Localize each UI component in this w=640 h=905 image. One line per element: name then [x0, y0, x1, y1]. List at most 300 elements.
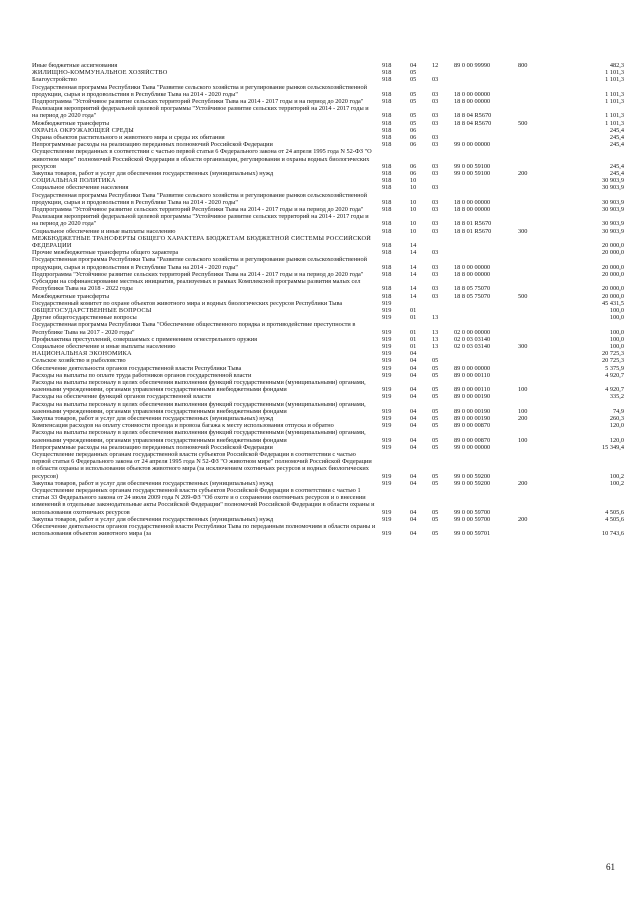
amount-cell: 335,2	[609, 393, 624, 401]
expense-type-cell: 100	[518, 386, 528, 394]
expense-type-cell	[518, 256, 544, 270]
section-code-cell: 04	[410, 407, 417, 415]
expense-type-cell	[518, 444, 544, 451]
target-article-cell: 18 8 00 00000	[454, 206, 491, 214]
subsection-code-cell: 03	[432, 249, 439, 257]
target-article-cell: 99 0 00 59100	[454, 162, 491, 170]
amount-cell: 30 903,9	[601, 206, 624, 214]
section-code-cell: 04	[410, 479, 417, 487]
table-row	[32, 98, 624, 105]
row-name-cell: СОЦИАЛЬНАЯ ПОЛИТИКА	[32, 177, 116, 185]
amount-cell: 30 903,9	[601, 184, 624, 192]
ministry-code-cell: 918	[382, 198, 392, 206]
target-article-cell: 18 0 00 00000	[454, 90, 491, 98]
expense-type-cell	[518, 278, 544, 292]
subsection-code-cell: 03	[432, 98, 439, 106]
table-row	[32, 415, 624, 422]
ministry-code-cell: 918	[382, 206, 392, 214]
ministry-code-cell: 918	[382, 119, 392, 127]
amount-cell: 20 725,3	[601, 350, 624, 358]
ministry-code-cell: 918	[382, 62, 392, 69]
subsection-code-cell	[432, 307, 454, 314]
row-name-cell: Расходы на обеспечение функций органов государственной власти	[32, 393, 211, 401]
row-name-cell: Социальное обеспечение и иные выплаты населению	[32, 227, 176, 235]
section-code-cell: 04	[410, 350, 417, 358]
table-row	[32, 206, 624, 213]
ministry-code-cell: 919	[382, 436, 392, 444]
table-row	[32, 300, 624, 307]
row-name-cell: Расходы на выплаты персоналу в целях обеспечения выполнения функций государственными (муниципальными) органами, казенными учреждениями, органами управления государственными внебюджетными фондами	[32, 400, 366, 415]
table-row	[32, 336, 624, 343]
ministry-code-cell: 918	[382, 220, 392, 228]
ministry-code-cell: 918	[382, 249, 392, 257]
table-row	[32, 62, 624, 69]
section-code-cell: 04	[410, 62, 417, 69]
subsection-code-cell: 03	[432, 141, 439, 149]
table-row	[32, 249, 624, 256]
target-article-cell: 18 8 04 R5670	[454, 119, 492, 127]
subsection-code-cell: 05	[432, 407, 439, 415]
ministry-code-cell: 919	[382, 386, 392, 394]
section-code-cell: 01	[410, 335, 417, 343]
amount-cell: 4 505,6	[605, 515, 624, 523]
row-name-cell: Обеспечение деятельности органов государственной власти Республики Тыва по переданным полномочиям в области охраны и использования объектов животного мира (за	[32, 523, 376, 538]
ministry-code-cell: 918	[382, 76, 392, 84]
amount-cell: 245,4	[609, 126, 624, 134]
subsection-code-cell: 03	[432, 227, 439, 235]
table-row	[32, 105, 624, 119]
table-row	[32, 271, 624, 278]
section-code-cell: 14	[410, 263, 417, 271]
section-code-cell: 06	[410, 162, 417, 170]
subsection-code-cell: 05	[432, 364, 439, 372]
subsection-code-cell: 03	[432, 90, 439, 98]
section-code-cell: 14	[410, 285, 417, 293]
subsection-code-cell	[432, 300, 454, 307]
amount-cell: 30 903,9	[601, 198, 624, 206]
row-name-cell: Сельское хозяйство и рыболовство	[32, 357, 126, 365]
subsection-code-cell: 03	[432, 292, 439, 300]
expense-type-cell	[518, 300, 544, 307]
amount-cell: 100,0	[609, 328, 624, 336]
amount-cell: 20 000,0	[601, 242, 624, 250]
table-row	[32, 120, 624, 127]
section-code-cell: 04	[410, 530, 417, 538]
ministry-code-cell: 918	[382, 270, 392, 278]
ministry-code-cell: 918	[382, 263, 392, 271]
subsection-code-cell: 05	[432, 530, 439, 538]
subsection-code-cell: 05	[432, 515, 439, 523]
ministry-code-cell: 919	[382, 515, 392, 523]
ministry-code-cell: 919	[382, 393, 392, 401]
subsection-code-cell: 13	[432, 342, 439, 350]
ministry-code-cell: 918	[382, 126, 392, 134]
amount-cell: 20 000,0	[601, 292, 624, 300]
ministry-code-cell: 919	[382, 479, 392, 487]
amount-cell: 20 725,3	[601, 357, 624, 365]
ministry-code-cell: 918	[382, 162, 392, 170]
target-article-cell	[454, 177, 518, 184]
amount-cell: 245,4	[609, 141, 624, 149]
expense-type-cell	[518, 213, 544, 227]
ministry-code-cell: 919	[382, 314, 392, 322]
expense-type-cell: 200	[518, 479, 528, 487]
section-code-cell: 14	[410, 292, 417, 300]
table-row	[32, 148, 624, 170]
row-name-cell: Расходы на выплаты персоналу в целях обеспечения выполнения функций государственными (муниципальными) органами, казенными учреждениями, органами управления государственными внебюджетными фондами	[32, 378, 366, 394]
target-article-cell: 18 8 01 R5670	[454, 227, 492, 235]
row-name-cell: Осуществление переданных органам государственной власти субъектов Российской Федерации в соответствии с частью первой статьи 6 Федерального закона от 24 апреля 1995 года N 52-ФЗ "О животном мире" полномочий Российской Федерации в области охраны и использования объектов животного мира (за исключением охотничьих ресурсов и водных биологических ресурсов)	[32, 450, 372, 480]
subsection-code-cell: 03	[432, 220, 439, 228]
section-code-cell: 01	[410, 328, 417, 336]
row-name-cell: Государственная программа Республики Тыва "Развитие сельского хозяйства и регулирование рынков сельскохозяйственной продукции, сырья и продовольствия в Республике Тыва на 2014 - 2020 годы"	[32, 191, 367, 206]
table-row	[32, 372, 624, 379]
ministry-code-cell: 919	[382, 508, 392, 516]
target-article-cell: 99 0 00 59700	[454, 508, 491, 516]
row-name-cell: Другие общегосударственные вопросы	[32, 314, 137, 322]
table-row	[32, 357, 624, 364]
section-code-cell: 10	[410, 227, 417, 235]
section-code-cell: 04	[410, 443, 417, 451]
target-article-cell: 18 8 01 R5670	[454, 220, 492, 228]
table-row	[32, 134, 624, 141]
section-code-cell: 04	[410, 364, 417, 372]
section-code-cell: 10	[410, 220, 417, 228]
section-code-cell: 04	[410, 357, 417, 365]
ministry-code-cell: 919	[382, 414, 392, 422]
expense-type-cell	[518, 206, 544, 213]
table-row	[32, 343, 624, 350]
ministry-code-cell: 918	[382, 134, 392, 142]
expense-type-cell	[518, 69, 544, 76]
subsection-code-cell: 03	[432, 206, 439, 214]
section-code-cell: 06	[410, 170, 417, 178]
amount-cell: 20 000,0	[601, 263, 624, 271]
subsection-code-cell: 03	[432, 134, 439, 142]
subsection-code-cell	[432, 235, 454, 249]
expense-type-cell	[518, 76, 544, 83]
expense-type-cell	[518, 422, 544, 429]
table-row	[32, 422, 624, 429]
target-article-cell	[454, 314, 518, 321]
target-article-cell: 18 8 00 00000	[454, 270, 491, 278]
target-article-cell	[454, 127, 518, 134]
ministry-code-cell: 919	[382, 407, 392, 415]
table-row	[32, 184, 624, 191]
expense-type-cell: 200	[518, 515, 528, 523]
subsection-code-cell: 13	[432, 314, 439, 322]
amount-cell: 20 000,0	[601, 249, 624, 257]
row-name-cell: Государственная программа Республики Тыва "Обеспечение общественного порядка и противодействие преступности в Республике Тыва на 2017 - 2020 годы"	[32, 321, 356, 336]
subsection-code-cell: 12	[432, 62, 439, 69]
target-article-cell: 99 0 00 59200	[454, 472, 491, 480]
budget-table-page	[32, 62, 624, 537]
row-name-cell: Подпрограмма "Устойчивое развитие сельских территорий Республики Тыва на 2014 - 2017 годы и на период до 2020 года"	[32, 270, 364, 278]
target-article-cell: 89 0 00 99990	[454, 62, 491, 69]
table-row	[32, 487, 624, 516]
section-code-cell: 05	[410, 69, 417, 77]
subsection-code-cell: 03	[432, 198, 439, 206]
subsection-code-cell: 05	[432, 357, 439, 365]
expense-type-cell	[518, 523, 544, 537]
section-code-cell: 04	[410, 393, 417, 401]
subsection-code-cell: 03	[432, 112, 439, 120]
expense-type-cell: 100	[518, 407, 528, 415]
expense-type-cell	[518, 365, 544, 372]
target-article-cell	[454, 76, 518, 83]
table-row	[32, 365, 624, 372]
target-article-cell	[454, 357, 518, 364]
table-row	[32, 69, 624, 76]
amount-cell: 1 101,3	[605, 119, 624, 127]
expense-type-cell	[518, 184, 544, 191]
ministry-code-cell: 918	[382, 170, 392, 178]
section-code-cell: 10	[410, 177, 417, 185]
table-row	[32, 429, 624, 443]
amount-cell: 100,2	[609, 472, 624, 480]
ministry-code-cell: 919	[382, 357, 392, 365]
amount-cell: 1 101,3	[605, 98, 624, 106]
row-name-cell: Расходы на выплаты по оплате труда работников органов государственной власти	[32, 371, 252, 379]
expense-type-cell: 100	[518, 436, 528, 444]
table-row	[32, 314, 624, 321]
target-article-cell: 18 8 00 00000	[454, 98, 491, 106]
row-name-cell: Осуществление переданных органам государственной власти субъектов Российской Федерации в соответствии с частью 1 статьи 33 Федерального закона от 24 июля 2009 года N 209-ФЗ "Об охоте и о сохранении охотничьих ресурсов и о внесении изменений в отдельные законодательные акты Российской Федерации" полномочий Российской Федерации в области охраны и использования охотничьих ресурсов	[32, 486, 375, 516]
amount-cell: 30 903,9	[601, 177, 624, 185]
expense-type-cell: 300	[518, 227, 528, 235]
amount-cell: 260,3	[609, 414, 624, 422]
amount-cell: 5 375,9	[605, 364, 624, 372]
table-row	[32, 177, 624, 184]
target-article-cell: 99 0 00 59100	[454, 170, 491, 178]
section-code-cell: 01	[410, 314, 417, 322]
row-name-cell: Государственная программа Республики Тыва "Развитие сельского хозяйства и регулирование рынков сельскохозяйственной продукции, сырья и продовольствия в Республике Тыва на 2014 - 2020 годы"	[32, 83, 367, 98]
amount-cell: 10 743,6	[601, 530, 624, 538]
ministry-code-cell: 919	[382, 328, 392, 336]
table-row	[32, 84, 624, 98]
subsection-code-cell	[432, 69, 454, 76]
target-article-cell: 89 0 00 00190	[454, 393, 491, 401]
section-code-cell: 04	[410, 414, 417, 422]
expense-type-cell	[518, 487, 544, 516]
ministry-code-cell: 919	[382, 299, 392, 307]
row-name-cell: Закупка товаров, работ и услуг для обеспечения государственных (муниципальных) нужд	[32, 414, 274, 422]
target-article-cell: 99 0 00 59700	[454, 515, 491, 523]
target-article-cell	[454, 350, 518, 357]
table-row	[32, 213, 624, 227]
expense-type-cell	[518, 271, 544, 278]
row-name-cell: Государственная программа Республики Тыва "Развитие сельского хозяйства и регулирование рынков сельскохозяйственной продукции, сырья и продовольствия в Республике Тыва на 2014 - 2020 годы"	[32, 256, 367, 271]
subsection-code-cell: 03	[432, 270, 439, 278]
target-article-cell: 99 0 00 00000	[454, 443, 491, 451]
amount-cell: 100,0	[609, 342, 624, 350]
table-row	[32, 516, 624, 523]
section-code-cell: 06	[410, 126, 417, 134]
target-article-cell: 18 0 00 00000	[454, 198, 491, 206]
ministry-code-cell: 918	[382, 292, 392, 300]
amount-cell: 30 903,9	[601, 220, 624, 228]
section-code-cell: 01	[410, 342, 417, 350]
expense-type-cell	[518, 314, 544, 321]
subsection-code-cell: 05	[432, 414, 439, 422]
table-row	[32, 379, 624, 393]
expense-type-cell	[518, 141, 544, 148]
amount-cell: 30 903,9	[601, 227, 624, 235]
expense-type-cell: 500	[518, 119, 528, 127]
section-code-cell: 05	[410, 112, 417, 120]
table-row	[32, 451, 624, 480]
ministry-code-cell: 919	[382, 472, 392, 480]
amount-cell: 100,0	[609, 314, 624, 322]
subsection-code-cell	[432, 127, 454, 134]
expense-type-cell	[518, 451, 544, 480]
table-row	[32, 235, 624, 249]
target-article-cell: 18 8 04 R5670	[454, 112, 492, 120]
ministry-code-cell: 919	[382, 364, 392, 372]
row-name-cell: Межбюджетные трансферты	[32, 292, 110, 300]
ministry-code-cell: 918	[382, 177, 392, 185]
amount-cell: 245,4	[609, 170, 624, 178]
target-article-cell	[454, 134, 518, 141]
expense-type-cell: 200	[518, 170, 528, 178]
section-code-cell: 05	[410, 90, 417, 98]
row-name-cell: Реализация мероприятий федеральной целевой программы "Устойчивое развитие сельских территорий на 2014 - 2017 годы и на период до 2020 года"	[32, 213, 369, 228]
target-article-cell: 99 0 00 00000	[454, 141, 491, 149]
table-row	[32, 523, 624, 537]
ministry-code-cell: 918	[382, 90, 392, 98]
section-code-cell: 01	[410, 306, 417, 314]
subsection-code-cell	[432, 350, 454, 357]
target-article-cell	[454, 249, 518, 256]
subsection-code-cell: 05	[432, 443, 439, 451]
row-name-cell: МЕЖБЮДЖЕТНЫЕ ТРАНСФЕРТЫ ОБЩЕГО ХАРАКТЕРА БЮДЖЕТАМ БЮДЖЕТНОЙ СИСТЕМЫ РОССИЙСКОЙ ФЕДЕРАЦИИ	[32, 234, 372, 250]
target-article-cell: 99 0 00 59701	[454, 530, 491, 538]
ministry-code-cell: 918	[382, 184, 392, 192]
amount-cell: 15 349,4	[601, 443, 624, 451]
subsection-code-cell: 03	[432, 76, 439, 84]
subsection-code-cell	[432, 177, 454, 184]
row-name-cell: Обеспечение деятельности органов государственной власти Республики Тыва	[32, 364, 242, 372]
table-row	[32, 278, 624, 292]
section-code-cell: 14	[410, 270, 417, 278]
ministry-code-cell: 918	[382, 112, 392, 120]
ministry-code-cell: 918	[382, 69, 392, 77]
row-name-cell: Подпрограмма "Устойчивое развитие сельских территорий Республики Тыва на 2014 - 2017 годы и на период до 2020 года"	[32, 98, 364, 106]
subsection-code-cell: 13	[432, 328, 439, 336]
amount-cell: 4 505,6	[605, 508, 624, 516]
expense-type-cell	[518, 357, 544, 364]
expense-type-cell: 300	[518, 342, 528, 350]
row-name-cell: Государственный комитет по охране объектов животного мира и водных биологических ресурсов Республики Тыва	[32, 299, 343, 307]
table-row	[32, 321, 624, 335]
section-code-cell: 06	[410, 141, 417, 149]
subsection-code-cell: 03	[432, 184, 439, 192]
target-article-cell	[454, 69, 518, 76]
amount-cell: 120,0	[609, 422, 624, 430]
expense-type-cell	[518, 235, 544, 249]
amount-cell: 482,3	[609, 62, 624, 69]
ministry-code-cell: 918	[382, 242, 392, 250]
expense-type-cell	[518, 350, 544, 357]
table-row	[32, 127, 624, 134]
expense-type-cell	[518, 336, 544, 343]
table-row	[32, 293, 624, 300]
ministry-code-cell: 919	[382, 371, 392, 379]
table-row	[32, 141, 624, 148]
ministry-code-cell: 919	[382, 443, 392, 451]
amount-cell: 1 101,3	[605, 76, 624, 84]
table-row	[32, 192, 624, 206]
row-name-cell: Субсидии на софинансирование местных инициатив, реализуемых в рамках Комплексной программы развития малых сел Республики Тыва на 2018 - 2022 годы	[32, 278, 361, 293]
table-row	[32, 170, 624, 177]
expense-type-cell: 200	[518, 414, 528, 422]
amount-cell: 74,9	[612, 407, 624, 415]
table-row	[32, 350, 624, 357]
row-name-cell: Профилактика преступлений, совершаемых с применением огнестрельного оружия	[32, 335, 257, 343]
subsection-code-cell: 05	[432, 393, 439, 401]
expense-type-cell	[518, 192, 544, 206]
target-article-cell: 02 0 03 03140	[454, 335, 491, 343]
amount-cell: 100,0	[609, 335, 624, 343]
amount-cell: 1 101,3	[605, 69, 624, 77]
row-name-cell: Закупка товаров, работ и услуг для обеспечения государственных (муниципальных) нужд	[32, 479, 274, 487]
amount-cell: 120,0	[609, 436, 624, 444]
row-name-cell: Охрана объектов растительного и животного мира и среды их обитания	[32, 134, 225, 142]
target-article-cell	[454, 300, 518, 307]
amount-cell: 100,0	[609, 306, 624, 314]
row-name-cell: Реализация мероприятий федеральной целевой программы "Устойчивое развитие сельских территорий на 2014 - 2017 годы и на период до 2020 года"	[32, 105, 369, 120]
subsection-code-cell: 05	[432, 472, 439, 480]
expense-type-cell	[518, 105, 544, 119]
target-article-cell: 99 0 00 59200	[454, 479, 491, 487]
row-name-cell: Межбюджетные трансферты	[32, 119, 110, 127]
subsection-code-cell: 05	[432, 386, 439, 394]
expense-type-cell	[518, 372, 544, 379]
amount-cell: 1 101,3	[605, 112, 624, 120]
expense-type-cell	[518, 148, 544, 170]
table-row	[32, 480, 624, 487]
subsection-code-cell: 05	[432, 371, 439, 379]
table-row	[32, 393, 624, 400]
section-code-cell: 10	[410, 198, 417, 206]
row-name-cell: Осуществление переданных в соответствии с частью первой статьи 6 Федерального закона от 24 апреля 1995 года N 52-ФЗ "О животном мире" полномочий Российской Федерации в области организации, регулирования и охраны водных биологических ресурсов	[32, 148, 372, 170]
expense-type-cell	[518, 321, 544, 335]
subsection-code-cell: 03	[432, 285, 439, 293]
target-article-cell: 18 8 05 75070	[454, 285, 491, 293]
table-row	[32, 256, 624, 270]
expense-type-cell	[518, 134, 544, 141]
section-code-cell: 05	[410, 98, 417, 106]
row-name-cell: НАЦИОНАЛЬНАЯ ЭКОНОМИКА	[32, 350, 132, 358]
table-row	[32, 76, 624, 83]
subsection-code-cell: 05	[432, 436, 439, 444]
row-name-cell: ЖИЛИЩНО-КОММУНАЛЬНОЕ ХОЗЯЙСТВО	[32, 69, 168, 77]
table-row	[32, 228, 624, 235]
ministry-code-cell: 919	[382, 335, 392, 343]
table-row	[32, 307, 624, 314]
ministry-code-cell: 918	[382, 98, 392, 106]
expense-type-cell	[518, 249, 544, 256]
section-code-cell	[410, 300, 432, 307]
section-code-cell: 04	[410, 422, 417, 430]
table-row	[32, 444, 624, 451]
expense-type-cell: 500	[518, 292, 528, 300]
target-article-cell: 02 0 00 00000	[454, 328, 491, 336]
expense-type-cell	[518, 177, 544, 184]
target-article-cell: 18 8 05 75070	[454, 292, 491, 300]
subsection-code-cell: 03	[432, 263, 439, 271]
target-article-cell: 89 0 00 00190	[454, 407, 491, 415]
